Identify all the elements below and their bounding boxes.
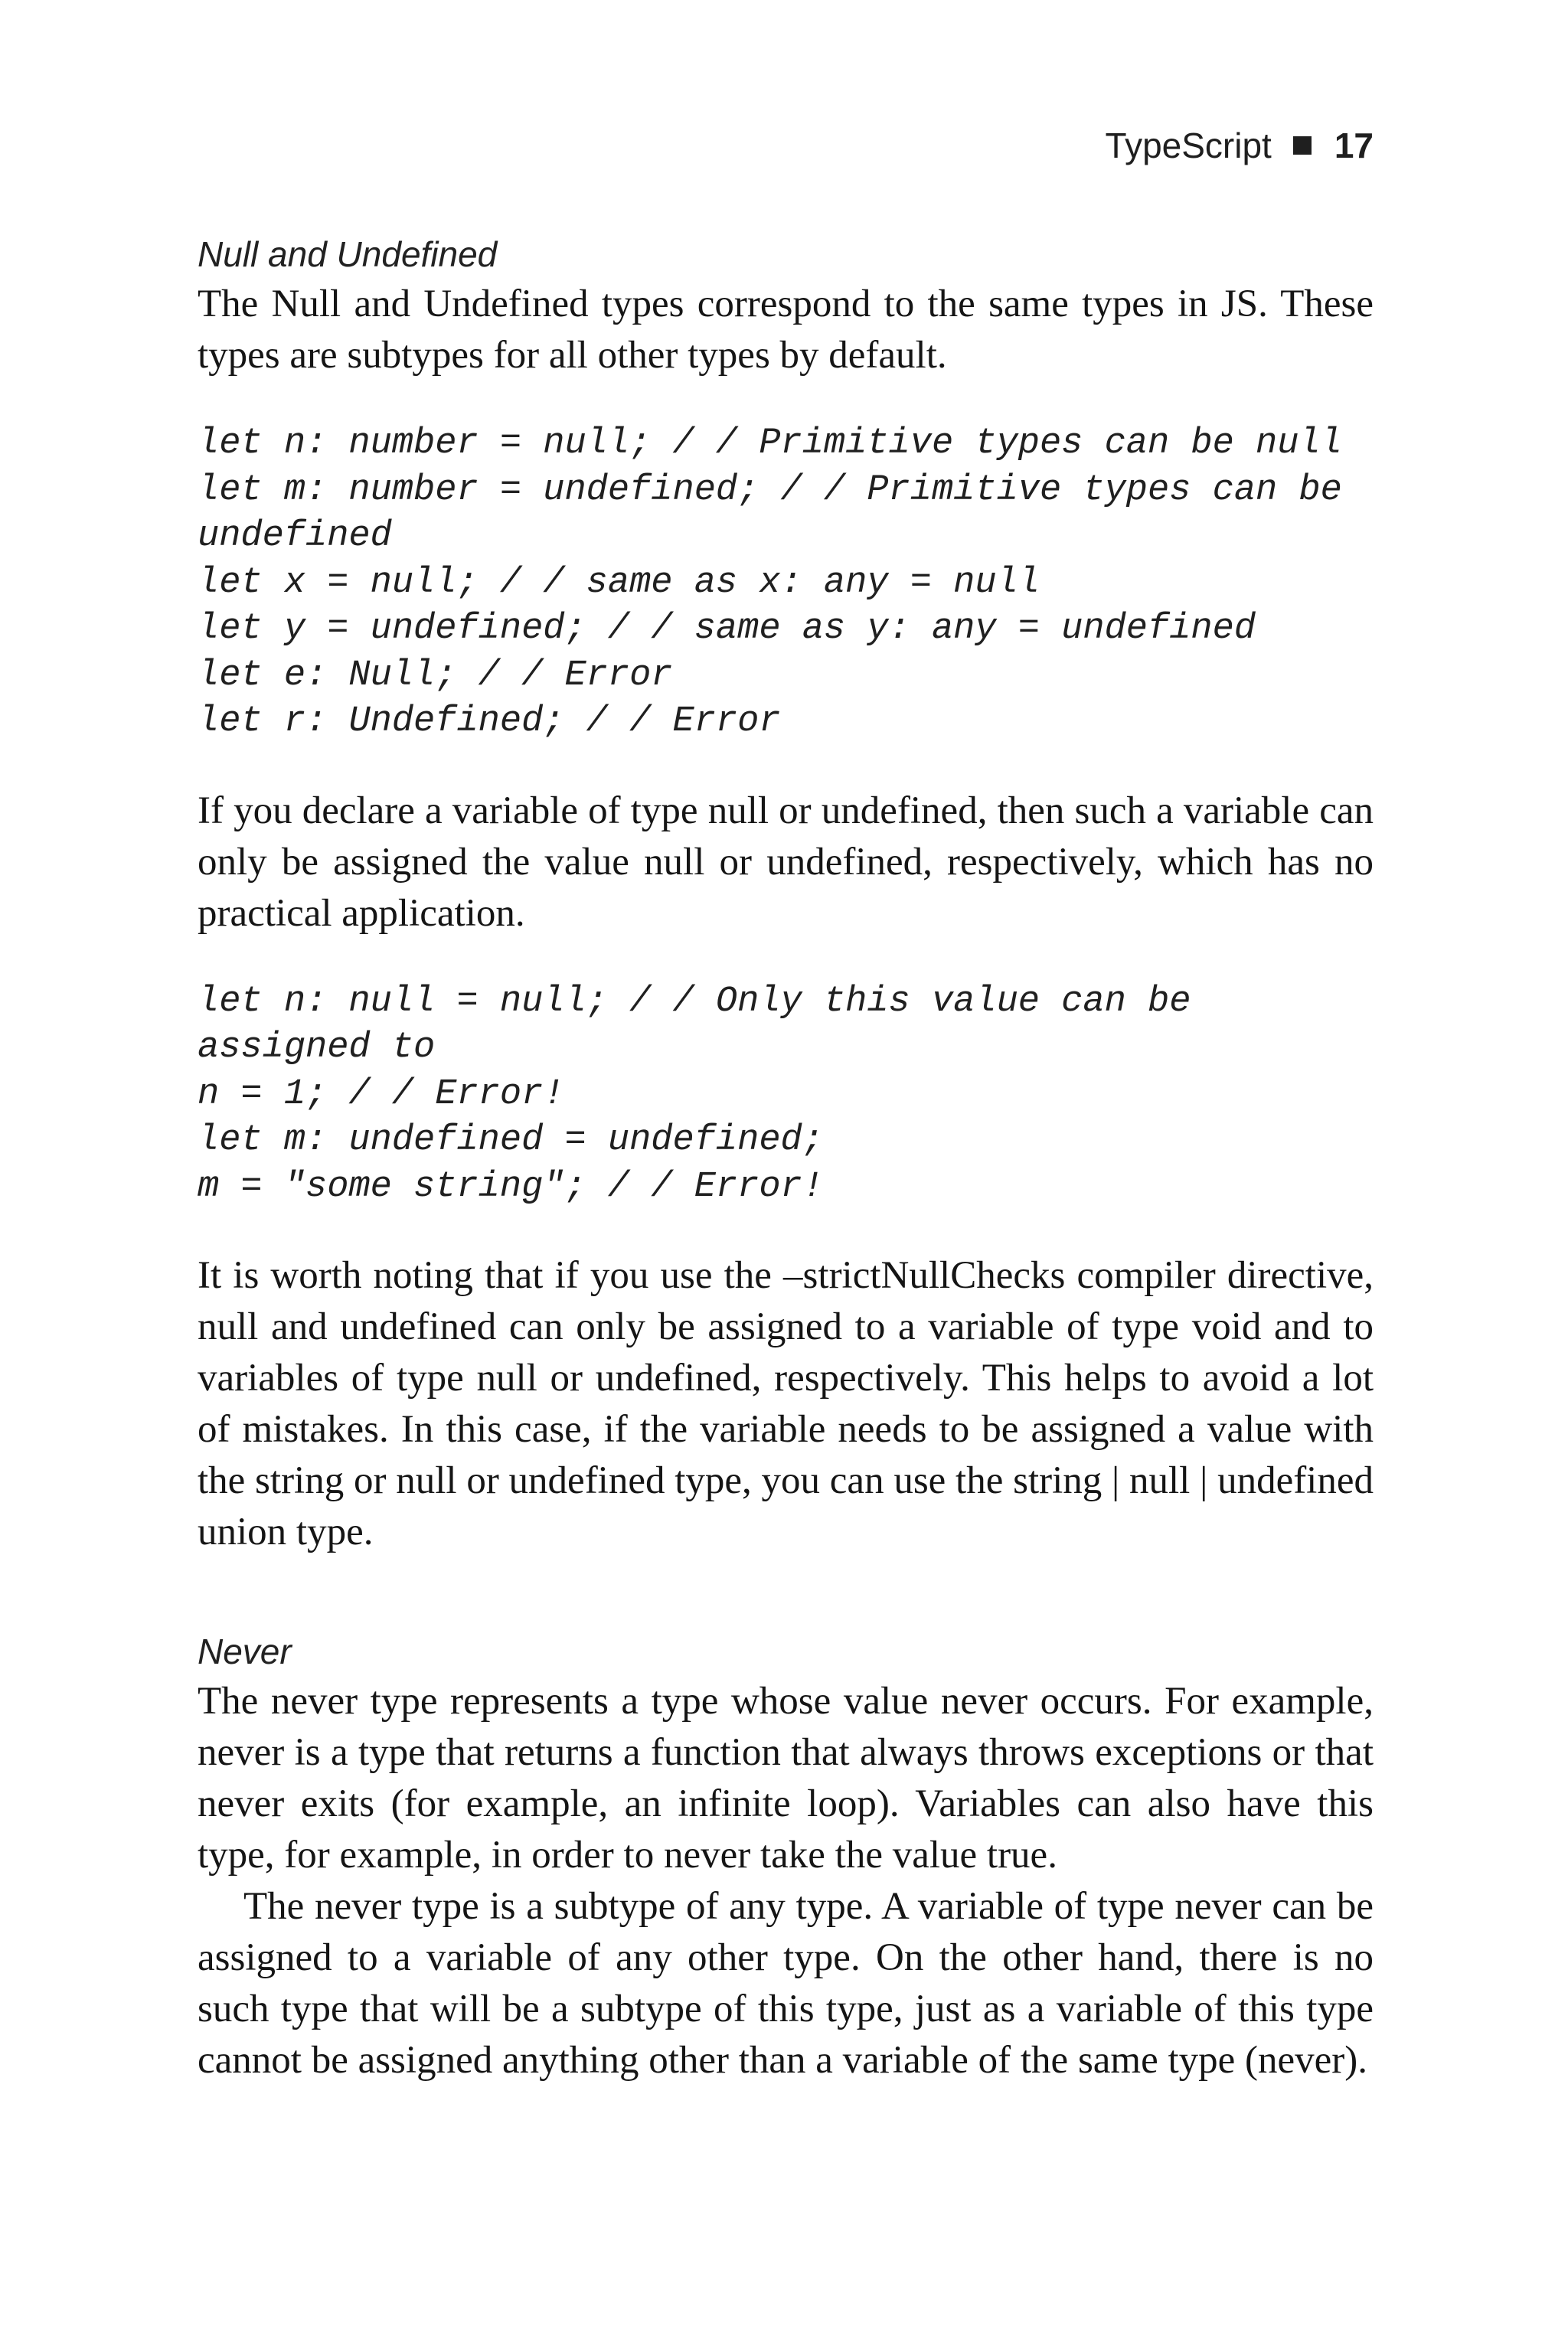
paragraph-null-undefined-intro: The Null and Undefined types correspond to the same types in JS. These types are subtypes for all other types by default. [198, 283, 1374, 377]
paragraph-strict-null-checks: It is worth noting that if you use the –strictNullChecks compiler directive, null and undefined can only be assigned to a variable of type void and to variables of type null or undefined, respectively. This helps to avoid a lot of mistakes. In this case, if the variable needs to be assigned a value with the string or null or undefined type, you can use the string | null | undefined union type. [198, 1254, 1374, 1553]
spacer [198, 746, 1374, 786]
spacer [198, 1558, 1374, 1627]
square-bullet-icon [1293, 136, 1312, 155]
spacer [198, 381, 1374, 421]
code-block-null-assignment: let n: null = null; / / Only this value can be assigned to n = 1; / / Error! let m: undefined = undefined; m = "some string"; / / Error! [198, 981, 1191, 1207]
section-heading-null-undefined: Null and Undefined [198, 234, 498, 274]
page-number: 17 [1334, 126, 1374, 165]
paragraph-declare-null-variable: If you declare a variable of type null or undefined, then such a variable can only be assigned the value null or undefined, respectively, which has no practical application. [198, 789, 1374, 935]
spacer [198, 1210, 1374, 1250]
spacer [198, 939, 1374, 979]
section-heading-never: Never [198, 1632, 292, 1671]
running-head-title: TypeScript [1105, 126, 1272, 165]
running-head [1106, 122, 1374, 168]
code-block-null-undefined-types: let n: number = null; / / Primitive types can be null let m: number = undefined; / / Primitive types can be undefined let x = null; / / same as x: any = null let y = undefined; / / same as y: any = undefined let e: Null; / / Error let r: Undefined; / / Error [198, 423, 1342, 742]
paragraph-never-subtype: The never type is a subtype of any type. A variable of type never can be assigned to a variable of any other type. On the other hand, there is no such type that will be a subtype of this type, just as a variable of this type cannot be assigned anything other than a variable of the same type (never). [198, 1885, 1374, 2082]
paragraph-never-intro: The never type represents a type whose value never occurs. For example, never is a type that returns a function that always throws exceptions or that never exits (for example, an infinite loop). Variables can also have this type, for example, in order to never take the value true. [198, 1680, 1374, 1877]
page-content [198, 230, 1374, 2086]
